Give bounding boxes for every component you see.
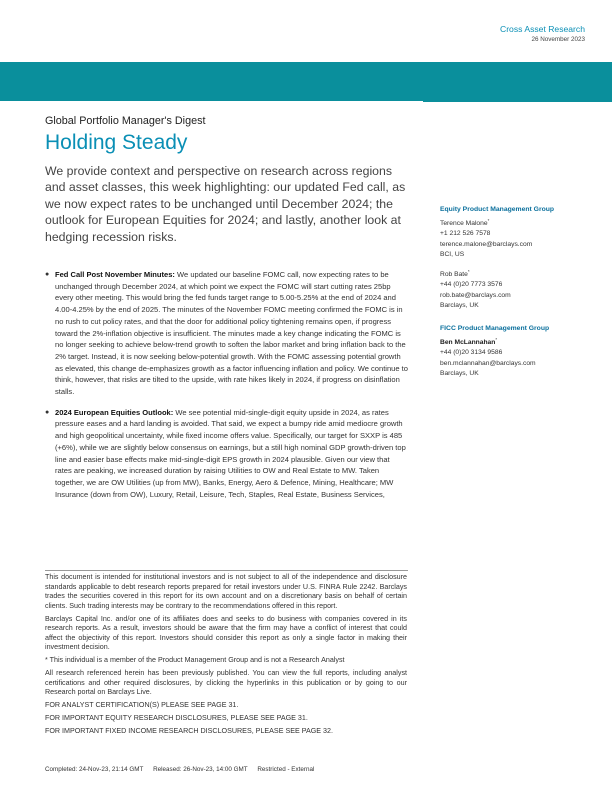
- contact-email[interactable]: rob.bate@barclays.com: [440, 291, 511, 299]
- report-lead: We provide context and perspective on research across regions and asset classes, this week highlighting: our updated Fed call, as we now expect rates to be unchanged until December 2024; the outlook for European Equities for 2024; and lastly, another look at hedging recession risks.: [45, 164, 406, 244]
- contact-email[interactable]: ben.mclannahan@barclays.com: [440, 359, 536, 367]
- report-header: [500, 24, 585, 45]
- key-points-list: [45, 269, 408, 509]
- contact-card: [440, 267, 600, 311]
- publication-date: 26 November 2023: [531, 36, 585, 43]
- contact-name: Terence Malone: [440, 220, 488, 228]
- bullet-heading: 2024 European Equities Outlook:: [55, 407, 174, 417]
- disclaimer-paragraph: All research referenced herein has been previously published. You can view the full reports, including analyst certifications and other required disclosures, by clicking the hyperlinks in this publication or by going to our Research portal on Barclays Live.: [45, 669, 407, 697]
- focus-label: FOCUS: [427, 151, 482, 175]
- contact-phone: +1 212 526 7578: [440, 230, 491, 238]
- certification-link[interactable]: FOR ANALYST CERTIFICATION(S) PLEASE SEE PAGE 31.: [45, 701, 239, 710]
- bullet-fed-call: [45, 269, 408, 398]
- contact-card: [440, 216, 600, 260]
- contact-star: *: [467, 269, 470, 275]
- bullet-heading: Fed Call Post November Minutes:: [55, 270, 175, 279]
- bullet-icon: ●: [45, 271, 50, 278]
- series-title: Global Portfolio Manager's Digest: [45, 115, 206, 127]
- contact-group-title: Equity Product Management Group: [440, 206, 555, 213]
- fixed-income-disclosures-link[interactable]: FOR IMPORTANT FIXED INCOME RESEARCH DISCLOSURES, PLEASE SEE PAGE 32.: [45, 727, 333, 736]
- report-title: Holding Steady: [45, 131, 188, 154]
- contact-star: *: [487, 218, 490, 223]
- released-timestamp: Released: 26-Nov-23, 14:00 GMT: [153, 766, 248, 773]
- contact-group-title: FICC Product Management Group: [440, 325, 550, 332]
- disclaimer-paragraph: Barclays Capital Inc. and/or one of its affiliates does and seeks to do business with companies covered in its research reports. As a result, investors should be aware that the firm may have a conflict of interest that could affect the objectivity of this report. Investors should consider this report as only a single factor in making their investment decision.: [45, 614, 407, 652]
- completed-timestamp: Completed: 24-Nov-23, 21:14 GMT: [45, 766, 144, 773]
- bullet-european-equities: [45, 407, 408, 501]
- disclaimer-paragraph: * This individual is a member of the Product Management Group and is not a Research Analyst: [45, 656, 345, 665]
- bullet-text: We see potential mid-single-digit equity upside in 2024, as rates pressure eases and a hard landing is avoided. That said, we expect a bumpy ride amid mediocre growth and high geopolitical uncertainty, while fixed income offers value. Specifically, our target for SXXP is 485 (+6%), while we are slightly below consensus on earnings, but a still high nominal GDP growth-driven top line and easier base effects make mid-single-digit EPS growth in 2024 plausible. Given our view that rates are peaking, we increased duration by raising Utilities to OW and Real Estate to MW. Taken together, we are OW Utilities (up from MW), Banks, Energy, Aero & Defence, Mining, Healthcare; MW Insurance (down from OW), Luxury, Retail, Leisure, Tech, Staples, Real Estate, Business Services,: [55, 407, 406, 499]
- bullet-text: We updated our baseline FOMC call, now expecting rates to be unchanged through December 2024, at which point we expect the FOMC will start cutting rates 25bp every other meeting. This would bring the fed funds target range to 5.00-5.25% at the end of 2024 and 4.00-4.25% by the end of 2025. The minutes of the November FOMC meeting confirmed the FOMC is in no rush to cut policy rates, and that the door for additional policy tightening remains open, if progress toward the 2%-inflation objective is insufficient. The minutes made a key change indicating the FOMC is no longer seeking to achieve below-trend growth to soften the labor market and bring inflation back to the 2% target. Instead, it is now seeking below-potential growth. With the FOMC assessing potential growth as elevated, this change de-emphasizes growth as a factor influencing inflation and policy. We continue to think, however, that risks are tilted to the upside, with rate hikes likely in 2024, if progress on disinflation stalls.: [55, 270, 408, 397]
- distribution-status: Restricted - External: [257, 766, 315, 773]
- brand-band: [0, 62, 612, 102]
- contact-phone: +44 (0)20 3134 9586: [440, 349, 503, 357]
- contact-email[interactable]: terence.malone@barclays.com: [440, 240, 533, 248]
- contacts-ficc: [440, 323, 600, 386]
- contacts-equity: [440, 204, 600, 318]
- report-intro: [45, 114, 408, 245]
- contact-card: [440, 335, 600, 379]
- contact-phone: +44 (0)20 7773 3576: [440, 281, 503, 289]
- contact-entity: Barclays, UK: [440, 301, 479, 309]
- disclaimer: [45, 573, 407, 740]
- equity-disclosures-link[interactable]: FOR IMPORTANT EQUITY RESEARCH DISCLOSURES, PLEASE SEE PAGE 31.: [45, 714, 308, 723]
- contact-name: Ben McLannahan: [440, 339, 496, 347]
- report-footer: [45, 766, 322, 773]
- disclaimer-divider: [45, 570, 408, 571]
- contact-entity: BCI, US: [440, 250, 465, 258]
- research-division-title: Cross Asset Research: [499, 24, 585, 34]
- contact-entity: Barclays, UK: [440, 369, 479, 377]
- disclaimer-paragraph: This document is intended for institutional investors and is not subject to all of the independence and disclosure standards applicable to debt research reports prepared for retail investors under U.S. FINRA Rule 2242. Barclays trades the securities covered in this report for its own account and on a discretionary basis on behalf of certain clients. Such trading interests may be contrary to the recommendations offered in this report.: [45, 573, 407, 610]
- contact-star: *: [495, 337, 498, 342]
- contact-name: Rob Bate: [440, 271, 468, 279]
- bullet-icon: ●: [45, 408, 50, 416]
